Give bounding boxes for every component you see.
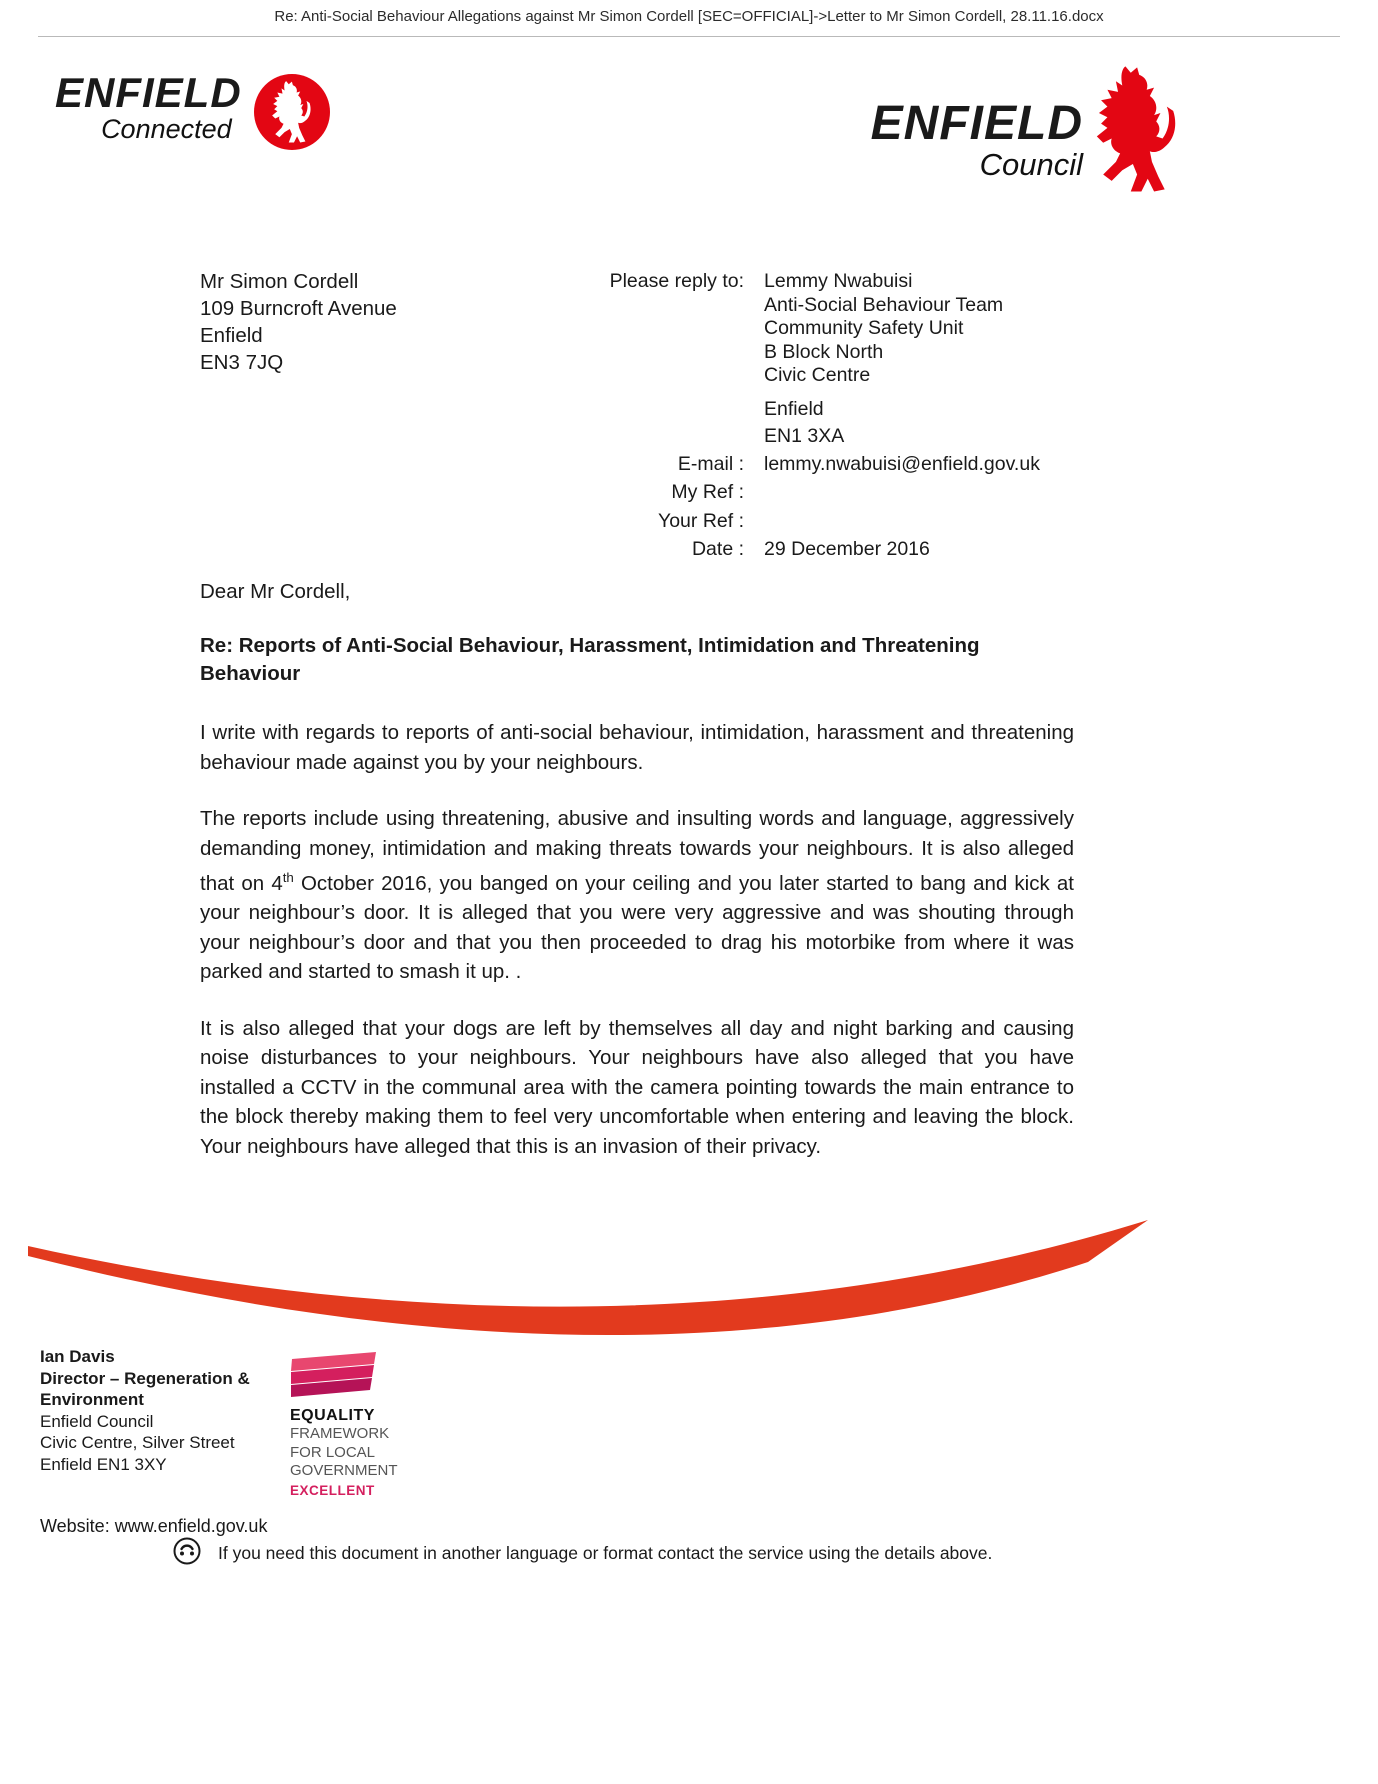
enfield-connected-tagline: Connected — [101, 114, 232, 144]
officer-postcode: EN1 3XA — [764, 425, 845, 447]
equality-line1: EQUALITY — [290, 1407, 375, 1424]
website-line: Website: www.enfield.gov.uk — [40, 1516, 268, 1536]
language-note-text: If you need this document in another language or format contact the service using the details above. — [218, 1543, 993, 1563]
signatory-block — [40, 1346, 258, 1475]
enfield-connected-wordmark: ENFIELD — [55, 69, 242, 116]
enfield-council-wordmark: ENFIELD — [870, 97, 1083, 150]
officer-team: Anti-Social Behaviour Team — [764, 293, 1004, 316]
signatory-title: Director – Regeneration & Environment — [40, 1368, 250, 1409]
email-label: E-mail : — [677, 452, 744, 475]
paragraph-2-text-cont: October 2016, you banged on your ceiling and you later started to bang and kick at your neighbour’s door. It is alleged that you were very aggressive and was shouting through your neighbour’s door and that you then proceeded to drag his motorbike from where it was parked and started to smash it up. . — [200, 871, 1074, 984]
officer-name: Lemmy Nwabuisi — [764, 270, 913, 292]
enfield-council-tagline: Council — [979, 147, 1083, 182]
officer-centre: Civic Centre — [764, 364, 871, 386]
recipient-town: Enfield — [200, 324, 263, 347]
header-divider — [38, 36, 1340, 37]
equality-flag-icon — [290, 1352, 398, 1403]
reply-to-block — [552, 270, 1040, 562]
signatory-address2: Enfield EN1 3XY — [40, 1454, 167, 1474]
equality-line2: FRAMEWORK — [290, 1425, 390, 1442]
recipient-name: Mr Simon Cordell — [200, 270, 359, 293]
equality-framework-logo — [290, 1352, 398, 1498]
your-ref-label: Your Ref : — [658, 509, 744, 532]
enfield-connected-logo — [55, 69, 332, 157]
language-phone-icon — [172, 1536, 202, 1571]
date-label: Date : — [691, 538, 744, 560]
recipient-address — [200, 268, 397, 376]
salutation: Dear Mr Cordell, — [200, 580, 351, 603]
equality-line3: FOR LOCAL — [290, 1443, 376, 1461]
equality-line4: GOVERNMENT — [290, 1462, 398, 1479]
paragraph-2 — [200, 804, 1074, 987]
lion-rampant-icon — [1076, 60, 1194, 205]
subject-line: Re: Reports of Anti-Social Behaviour, Harassment, Intimidation and Threatening Behaviour — [200, 634, 980, 685]
equality-excellent: EXCELLENT — [290, 1482, 375, 1498]
recipient-street: 109 Burncroft Avenue — [200, 297, 397, 320]
paragraph-2-text: The reports include using threatening, abusive and insulting words and language, aggressively demanding money, intimidation and making threats towards your neighbours. It is also alleged that on 4 — [200, 807, 1074, 895]
officer-block: B Block North — [764, 340, 884, 363]
lion-rampant-circle-icon — [252, 72, 332, 157]
officer-town: Enfield — [764, 397, 824, 420]
my-ref-label: My Ref : — [671, 481, 744, 503]
email-value: lemmy.nwabuisi@enfield.gov.uk — [764, 452, 1040, 475]
document-filename: Re: Anti-Social Behaviour Allegations against Mr Simon Cordell [SEC=OFFICIAL]->Letter to Mr Simon Cordell, 28.11.16.docx — [274, 8, 1104, 25]
enfield-council-logo — [868, 97, 1083, 182]
signatory-name: Ian Davis — [40, 1347, 115, 1366]
signatory-org: Enfield Council — [40, 1411, 154, 1431]
paragraph-3: It is also alleged that your dogs are left by themselves all day and night barking and causing noise disturbances to your neighbours. Your neighbours have also alleged that you have installed a CCTV in the communal area with the camera pointing towards the main entrance to the block thereby making them to feel very uncomfortable when entering and leaving the block. Your neighbours have alleged that this is an invasion of their privacy. — [200, 1016, 1074, 1158]
signatory-address1: Civic Centre, Silver Street — [40, 1433, 235, 1452]
officer-unit: Community Safety Unit — [764, 317, 964, 339]
recipient-postcode: EN3 7JQ — [200, 351, 284, 374]
ordinal-superscript: th — [282, 870, 294, 885]
language-note — [172, 1536, 992, 1571]
letter-body — [200, 580, 1074, 1188]
reply-to-label: Please reply to: — [609, 270, 744, 292]
paragraph-1: I write with regards to reports of anti-social behaviour, intimidation, harassment and threatening behaviour made against you by your neighbours. — [200, 721, 1074, 774]
date-value: 29 December 2016 — [764, 538, 930, 560]
